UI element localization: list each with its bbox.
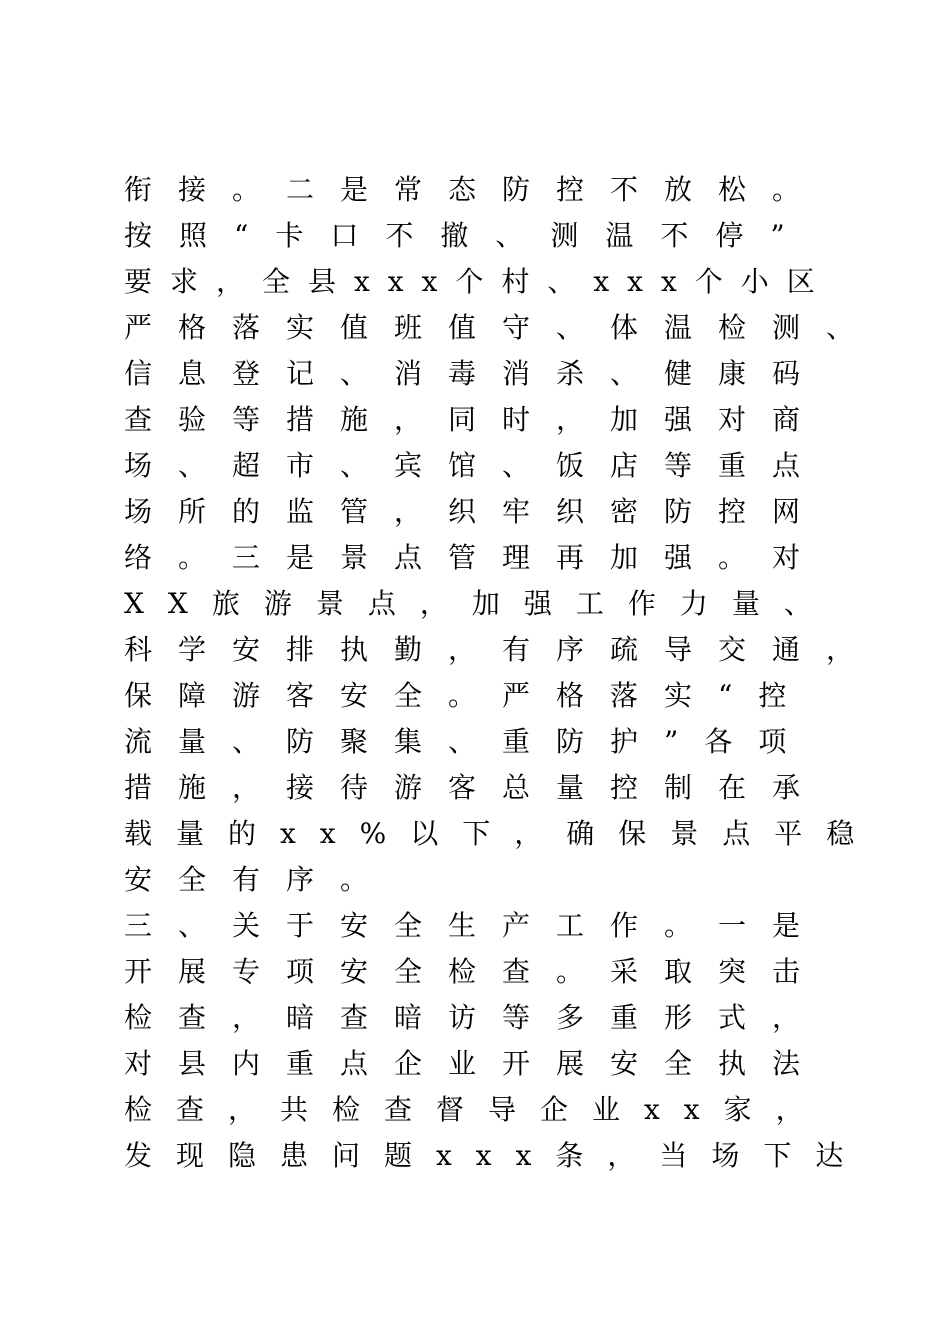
text-line: 发现隐患问题xxx条，当场下达 bbox=[124, 1139, 868, 1172]
text-line: 场、超市、宾馆、饭店等重点 bbox=[124, 449, 827, 482]
text-line: 流量、防聚集、重防护”各项 bbox=[124, 725, 813, 758]
text-line: 对县内重点企业开展安全执法 bbox=[124, 1047, 827, 1080]
text-line: XX旅游景点，加强工作力量、 bbox=[124, 587, 836, 620]
text-line: 三、关于安全生产工作。一是 bbox=[124, 909, 827, 942]
text-line: 开展专项安全检查。采取突击 bbox=[124, 955, 827, 988]
text-line: 安全有序。 bbox=[124, 863, 395, 896]
text-line: 严格落实值班值守、体温检测、 bbox=[124, 311, 881, 344]
text-line: 衔接。二是常态防控不放松。 bbox=[124, 173, 827, 206]
text-line: 要求，全县xxx个村、xxx个小区 bbox=[124, 265, 833, 298]
text-line: 场所的监管，织牢织密防控网 bbox=[124, 495, 827, 528]
text-line: 信息登记、消毒消杀、健康码 bbox=[124, 357, 827, 390]
text-line: 科学安排执勤，有序疏导交通， bbox=[124, 633, 881, 666]
text-line: 保障游客安全。严格落实“控 bbox=[124, 679, 813, 712]
text-line: 按照“卡口不撤、测温不停” bbox=[124, 219, 812, 252]
text-line: 检查，暗查暗访等多重形式， bbox=[124, 1001, 827, 1034]
text-line: 载量的xx%以下，确保景点平稳 bbox=[124, 817, 879, 850]
text-line: 查验等措施，同时，加强对商 bbox=[124, 403, 827, 436]
text-line: 检查，共检查督导企业xx家， bbox=[124, 1093, 828, 1126]
text-line: 措施，接待游客总量控制在承 bbox=[124, 771, 827, 804]
text-line: 络。三是景点管理再加强。对 bbox=[124, 541, 827, 574]
